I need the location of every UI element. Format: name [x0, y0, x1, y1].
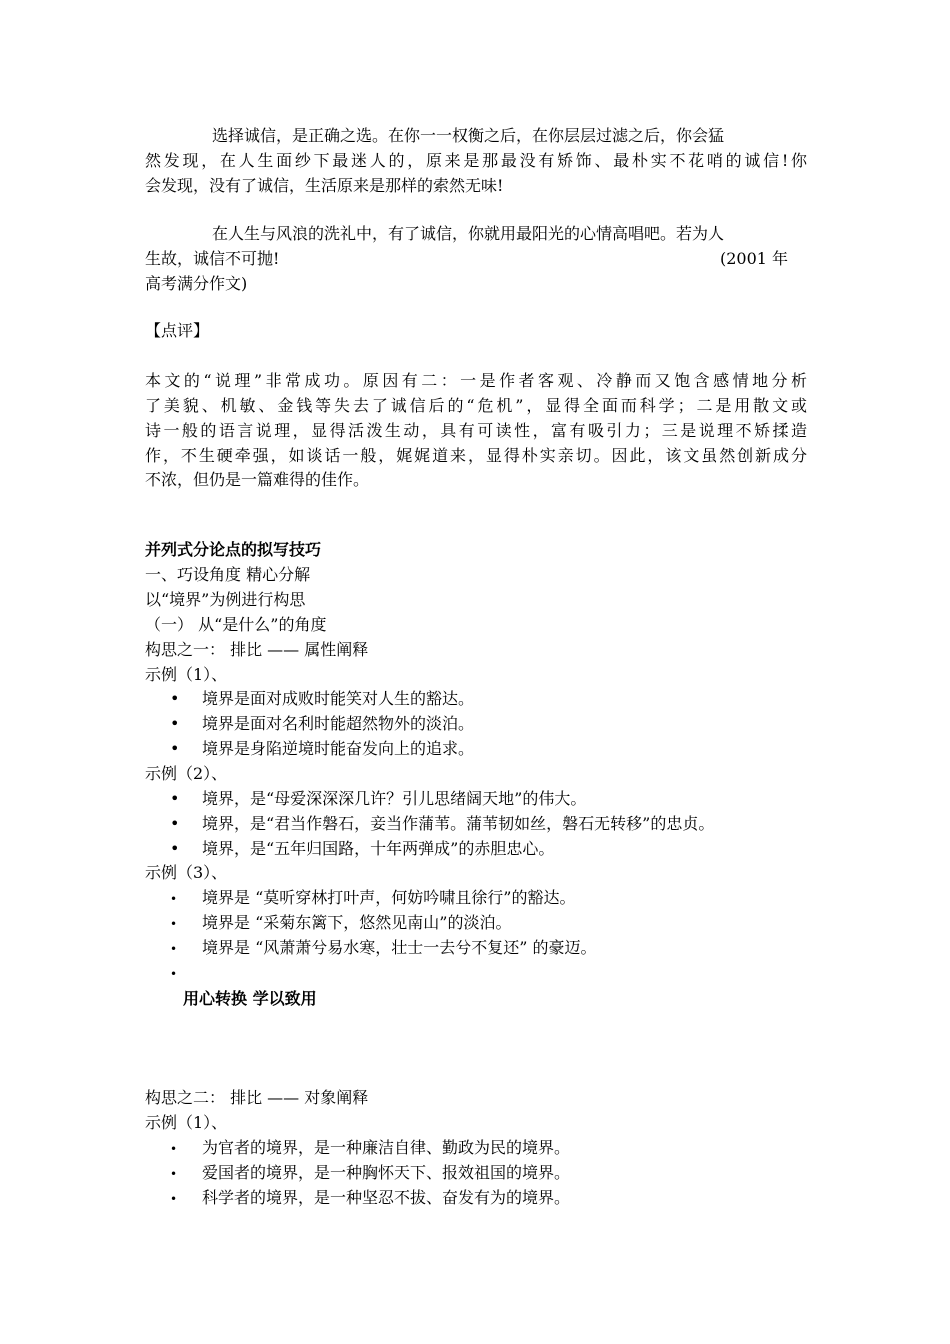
review-heading: 【点评】	[145, 321, 210, 340]
list-item	[170, 886, 575, 911]
essay-para2-line1: 在人生与风浪的洗礼中，有了诚信，你就用最阳光的心情高唱吧。若为人	[212, 224, 725, 243]
essay-para2-line2: 生故，诚信不可抛!	[145, 249, 280, 268]
bullet-icon: •	[170, 892, 178, 906]
list-item	[170, 1161, 570, 1186]
example4-label: 示例（1）、	[145, 1113, 228, 1132]
list-item-text: 境界是 “莫听穿林打叶声，何妨吟啸且徐行”的豁达。	[202, 888, 576, 907]
list-item-text: 境界是面对成败时能笑对人生的豁达。	[202, 689, 475, 708]
list-item	[170, 1186, 570, 1211]
list-item-text: 境界是面对名利时能超然物外的淡泊。	[202, 714, 475, 733]
list-item-text: 境界，是“君当作磐石，妾当作蒲苇。蒲苇韧如丝，磐石无转移”的忠贞。	[202, 814, 715, 833]
bullet-icon: •	[170, 1167, 178, 1181]
list-item-text: 爱国者的境界，是一种胸怀天下、报效祖国的境界。	[202, 1163, 571, 1182]
example3-label: 示例（3）、	[145, 863, 228, 882]
bullet-icon: •	[170, 1192, 178, 1206]
bullet-icon: •	[170, 814, 180, 833]
bullet-icon: •	[170, 942, 178, 956]
bullet-icon: •	[170, 967, 178, 981]
bullet-icon: •	[170, 739, 180, 758]
example2-label: 示例（2）、	[145, 764, 228, 783]
section-sub3: （一） 从“是什么”的角度	[145, 615, 327, 634]
review-line1: 本文的“说理”非常成功。原因有二：一是作者客观、冷静而又饱含感情地分析	[145, 371, 807, 390]
section-title: 并列式分论点的拟写技巧	[145, 540, 322, 559]
list-item	[170, 737, 474, 761]
idea2-heading: 构思之二： 排比 —— 对象阐释	[145, 1088, 369, 1107]
list-item	[170, 787, 586, 811]
list-item-empty	[170, 961, 202, 986]
list-item	[170, 1136, 570, 1161]
review-line4: 作，不生硬牵强，如谈话一般，娓娓道来，显得朴实亲切。因此，该文虽然创新成分	[145, 446, 807, 465]
section-sub2: 以“境界”为例进行构思	[145, 590, 306, 609]
list-item-text: 境界是 “风萧萧兮易水寒，壮士一去兮不复还” 的豪迈。	[202, 938, 597, 957]
essay-para1-line1: 选择诚信，是正确之选。在你一一权衡之后，在你层层过滤之后，你会猛	[212, 126, 725, 145]
list-item	[170, 812, 714, 836]
list-item	[170, 936, 597, 961]
review-line2: 了美貌、机敏、金钱等失去了诚信后的“危机”，显得全面而科学；二是用散文或	[145, 396, 807, 415]
bullet-icon: •	[170, 714, 180, 733]
list-item	[170, 712, 474, 736]
list-item-text: 为官者的境界，是一种廉洁自律、勤政为民的境界。	[202, 1138, 571, 1157]
callout-heading: 用心转换 学以致用	[183, 989, 317, 1008]
bullet-icon: •	[170, 917, 178, 931]
bullet-icon: •	[170, 689, 180, 708]
bullet-icon: •	[170, 839, 180, 858]
idea1-heading: 构思之一： 排比 —— 属性阐释	[145, 640, 369, 659]
review-line5: 不浓，但仍是一篇难得的佳作。	[145, 470, 370, 489]
essay-para1-line3: 会发现，没有了诚信，生活原来是那样的索然无味!	[145, 176, 504, 195]
list-item	[170, 687, 474, 711]
list-item-text: 境界，是“五年归国路，十年两弹成”的赤胆忠心。	[202, 839, 555, 858]
section-sub1: 一、巧设角度 精心分解	[145, 565, 311, 584]
list-item-text: 境界是身陷逆境时能奋发向上的追求。	[202, 739, 475, 758]
essay-source-note: (2001 年	[720, 249, 789, 268]
list-item-text: 境界，是“母爱深深深几许？引儿思绪阔天地”的伟大。	[202, 789, 587, 808]
essay-para2-line3: 高考满分作文)	[145, 274, 248, 293]
bullet-icon: •	[170, 789, 180, 808]
list-item-text: 科学者的境界，是一种坚忍不拔、奋发有为的境界。	[202, 1188, 571, 1207]
essay-para1-line2: 然发现，在人生面纱下最迷人的，原来是那最没有矫饰、最朴实不花哨的诚信!你	[145, 151, 807, 170]
example1-label: 示例（1）、	[145, 665, 228, 684]
list-item-text: 境界是 “采菊东篱下，悠然见南山”的淡泊。	[202, 913, 512, 932]
review-line3: 诗一般的语言说理，显得活泼生动，具有可读性，富有吸引力；三是说理不矫揉造	[145, 421, 807, 440]
bullet-icon: •	[170, 1142, 178, 1156]
list-item	[170, 837, 554, 861]
list-item	[170, 911, 511, 936]
